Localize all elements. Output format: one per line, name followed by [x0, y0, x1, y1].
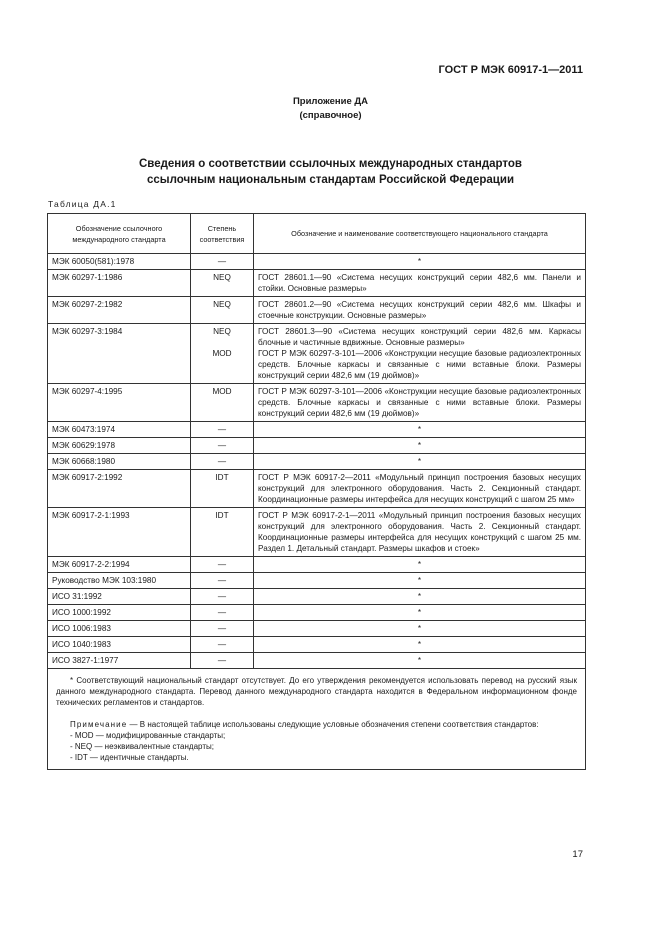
cell-degree: —: [191, 637, 254, 653]
degree-neq: NEQ: [213, 327, 231, 336]
cell-degree: —: [191, 573, 254, 589]
cell-national: *: [254, 653, 586, 669]
section-title-line2: ссылочным национальным стандартам Российской Федерации: [146, 174, 515, 186]
note-item-mod: - MOD — модифицированные стандарты;: [70, 731, 226, 740]
table-row: [48, 470, 586, 508]
appendix-subtitle: (справочное): [299, 110, 362, 121]
cell-national: ГОСТ 28601.2—90 «Система несущих конструкций серии 482,6 мм. Шкафы и стоечные конструкции. Основные размеры»: [254, 297, 586, 324]
table-row: [48, 637, 586, 653]
cell-national: *: [254, 573, 586, 589]
cell-national: *: [254, 605, 586, 621]
cell-degree: NEQ: [191, 270, 254, 297]
cell-ref: МЭК 60297-3:1984: [48, 324, 191, 384]
cell-national: ГОСТ Р МЭК 60297-3-101—2006 «Конструкции несущие базовые радиоэлектронных средств. Блочные каркасы и связанные с ними вставные блоки. Размеры конструкций серии 482,6 мм (19 дюймов)»: [254, 384, 586, 422]
table-row: [48, 573, 586, 589]
notes-cell: [48, 669, 586, 770]
cell-ref: Руководство МЭК 103:1980: [48, 573, 191, 589]
table-row: [48, 605, 586, 621]
cell-national: ГОСТ Р МЭК 60917-2-1—2011 «Модульный принцип построения базовых несущих конструкций для электронного оборудования. Часть 2. Секционный стандарт. Координационные размеры интерфейса для несущих конструкций с шагом 25 мм. Раздел 1. Детальный стандарт. Размеры шкафов и стоек»: [254, 508, 586, 557]
cell-national: ГОСТ 28601.1—90 «Система несущих конструкций серии 482,6 мм. Панели и стойки. Основные размеры»: [254, 270, 586, 297]
cell-national: *: [254, 422, 586, 438]
table-row: [48, 557, 586, 573]
cell-degree: —: [191, 605, 254, 621]
cell-ref: МЭК 60917-2-2:1994: [48, 557, 191, 573]
header-international-standard: Обозначение ссылочного международного стандарта: [48, 214, 191, 254]
section-title-line1: Сведения о соответствии ссылочных международных стандартов: [138, 158, 522, 170]
cell-national: *: [254, 621, 586, 637]
cell-degree: —: [191, 621, 254, 637]
cell-national: *: [254, 254, 586, 270]
cell-ref: МЭК 60050(581):1978: [48, 254, 191, 270]
national-entry-1: ГОСТ 28601.3—90 «Система несущих конструкций серии 482,6 мм. Каркасы блочные и частичные вдвижные. Основные размеры»: [258, 327, 581, 347]
cell-ref: МЭК 60629:1978: [48, 438, 191, 454]
table-row: [48, 438, 586, 454]
note-text: — В настоящей таблице использованы следующие условные обозначения степени соответствия стандартов:: [129, 720, 539, 729]
cell-national: [254, 324, 586, 384]
note-paragraph: [56, 719, 577, 730]
note-label: Примечание: [70, 720, 128, 729]
note-item-neq: - NEQ — неэквивалентные стандарты;: [70, 742, 214, 751]
cell-national: ГОСТ Р МЭК 60917-2—2011 «Модульный принцип построения базовых несущих конструкций для электронного оборудования. Часть 2. Секционный стандарт. Координационные размеры интерфейса для несущих конструкций с шагом 25 мм»: [254, 470, 586, 508]
appendix-title: Приложение ДА: [292, 96, 369, 107]
table-row: [48, 653, 586, 669]
cell-national: *: [254, 589, 586, 605]
correspondence-table: [47, 213, 586, 770]
table-row: [48, 589, 586, 605]
cell-national: *: [254, 438, 586, 454]
cell-degree: MOD: [191, 384, 254, 422]
page-number: 17: [572, 849, 583, 860]
table-row: [48, 297, 586, 324]
cell-ref: ИСО 1040:1983: [48, 637, 191, 653]
cell-degree: [191, 324, 254, 384]
cell-degree: —: [191, 589, 254, 605]
header-degree: Степень соответствия: [191, 214, 254, 254]
cell-degree: —: [191, 454, 254, 470]
cell-degree: —: [191, 653, 254, 669]
notes-row: [48, 669, 586, 770]
cell-ref: МЭК 60297-1:1986: [48, 270, 191, 297]
cell-degree: NEQ: [191, 297, 254, 324]
table-row: [48, 422, 586, 438]
header-national-standard: Обозначение и наименование соответствующего национального стандарта: [254, 214, 586, 254]
national-entry-2: ГОСТ Р МЭК 60297-3-101—2006 «Конструкции несущие базовые радиоэлектронных средств. Блочные каркасы и связанные с ними вставные блоки. Размеры конструкций серии 482,6 мм (19 дюймов)»: [258, 349, 581, 380]
table-row: [48, 270, 586, 297]
cell-ref: ИСО 1000:1992: [48, 605, 191, 621]
cell-ref: ИСО 1006:1983: [48, 621, 191, 637]
note-item-idt: - IDT — идентичные стандарты.: [70, 753, 189, 762]
cell-degree: —: [191, 438, 254, 454]
table-row: [48, 621, 586, 637]
cell-degree: IDT: [191, 470, 254, 508]
cell-ref: МЭК 60473:1974: [48, 422, 191, 438]
degree-mod: MOD: [212, 349, 232, 358]
cell-national: *: [254, 637, 586, 653]
cell-ref: МЭК 60668:1980: [48, 454, 191, 470]
cell-ref: МЭК 60917-2-1:1993: [48, 508, 191, 557]
cell-ref: МЭК 60917-2:1992: [48, 470, 191, 508]
table-row: [48, 454, 586, 470]
table-row: [48, 254, 586, 270]
document-code-header: ГОСТ Р МЭК 60917-1—2011: [438, 64, 583, 76]
table-row: [48, 384, 586, 422]
cell-degree: —: [191, 557, 254, 573]
cell-ref: МЭК 60297-4:1995: [48, 384, 191, 422]
cell-national: *: [254, 454, 586, 470]
table-row: [48, 324, 586, 384]
cell-national: *: [254, 557, 586, 573]
cell-degree: —: [191, 422, 254, 438]
table-caption: Таблица ДА.1: [48, 199, 117, 209]
cell-ref: ИСО 31:1992: [48, 589, 191, 605]
table-row: [48, 508, 586, 557]
table-body: [48, 254, 586, 770]
cell-ref: ИСО 3827-1:1977: [48, 653, 191, 669]
cell-ref: МЭК 60297-2:1982: [48, 297, 191, 324]
footnote: * Соответствующий национальный стандарт отсутствует. До его утверждения рекомендуется использовать перевод на русский язык данного международного стандарта. Перевод данного международного стандарта находится в Федеральном информационном фонде технических регламентов и стандартов.: [56, 676, 577, 707]
cell-degree: IDT: [191, 508, 254, 557]
cell-degree: —: [191, 254, 254, 270]
